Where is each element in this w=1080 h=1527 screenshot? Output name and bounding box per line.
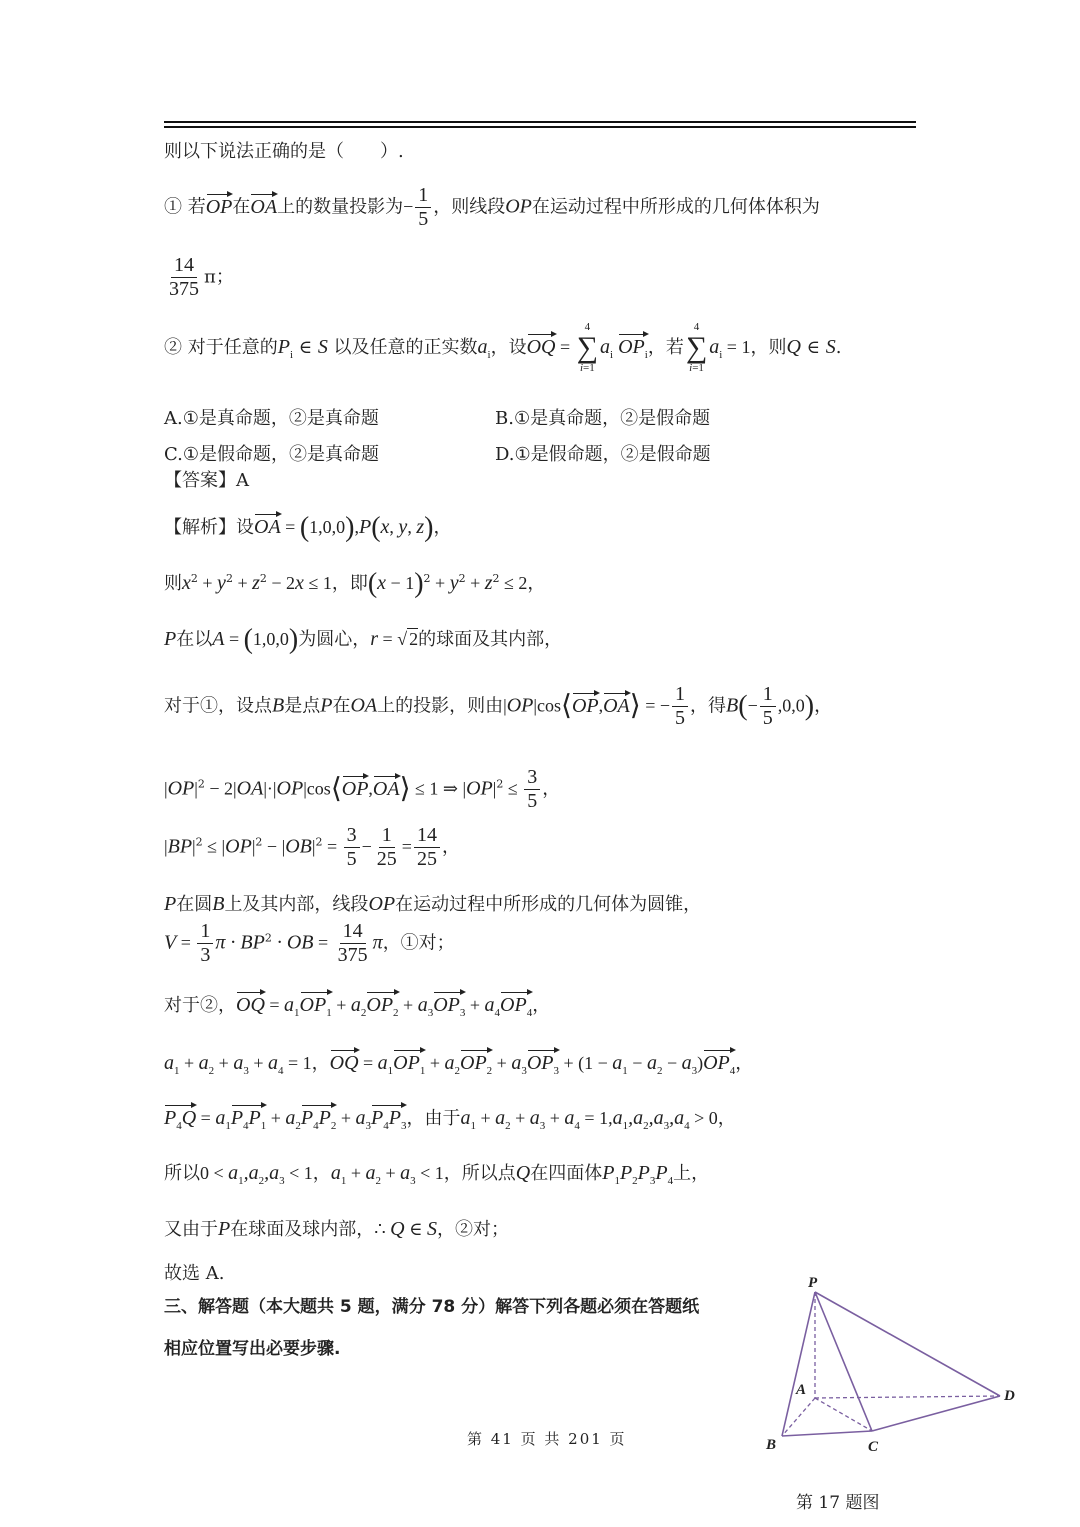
statement-1: ① 若OP在OA上的数量投影为− $\frac{1}{5}$ ，则线段OP在运动过程中所形成的几何体体积为 xyxy=(164,184,820,230)
pyramid-figure xyxy=(760,1276,1040,1481)
label-p: P xyxy=(808,1276,818,1291)
analysis-line-5: $|OP|^2$ − 2|OA|·|OP|cos⟨OP,OA⟩ ≤ 1 ⇒ $|OP|^2$ ≤ $\frac{3}{5}$ ， xyxy=(164,766,561,812)
projection-fraction: $\frac{1}{5}$ xyxy=(415,184,431,231)
header-rule-top xyxy=(164,121,916,123)
analysis-conclusion: 故选 A. xyxy=(164,1263,225,1284)
question-intro: 则以下说法正确的是（ ）. xyxy=(164,141,404,162)
label-d: D xyxy=(1004,1388,1015,1404)
analysis-line-10: $a_1 + a_2 + a_3 + a_4 = 1$，OQ = $a_1OP_1 + a_2OP_2 + a_3OP_3 + (1 - a_1 - a_2 - a_3)OP_4$， xyxy=(164,1048,753,1078)
option-d[interactable]: D.①是假命题，②是假命题 xyxy=(495,444,711,465)
analysis-line-6: $|BP|^2 \le |OP|^2 - |OB|^2$ = $\frac{3}{5}$ − $\frac{1}{25}$ = $\frac{14}{25}$ ， xyxy=(164,824,460,870)
statement-2: ② 对于任意的$P_i$ ∈ S 以及任意的正实数$a_i$，设OQ = 4 ∑ i=1 $a_i$ $OP_i$，若 4 ∑ i=1 $a_i = 1$，则Q ∈ S. xyxy=(164,321,842,374)
section-heading-line-2: 相应位置写出必要步骤. xyxy=(164,1339,341,1359)
edge-ad xyxy=(815,1396,1000,1398)
option-a[interactable]: A.①是真命题，②是真命题 xyxy=(164,408,379,429)
label-b: B xyxy=(766,1437,777,1453)
analysis-line-11: $P_4Q = a_1P_4P_1 + a_2P_4P_2 + a_3P_4P_3$，由于$a_1 + a_2 + a_3 + a_4 = 1,a_1,a_2,a_3,a_4 > 0$， xyxy=(164,1103,736,1133)
analysis-line-12: 所以$0 < a_1,a_2,a_3 < 1$，$a_1 + a_2 + a_3 < 1$，所以点Q在四面体$P_1P_2P_3P_4$上， xyxy=(164,1162,710,1187)
option-b[interactable]: B.①是真命题，②是假命题 xyxy=(495,408,711,429)
edge-bc xyxy=(782,1431,872,1436)
figure-caption: 第 17 题图 xyxy=(796,1493,880,1513)
label-c: C xyxy=(868,1439,879,1455)
option-c[interactable]: C.①是假命题，②是真命题 xyxy=(164,444,379,465)
page-footer: 第 41 页 共 201 页 xyxy=(467,1430,627,1448)
analysis-line-1: 【解析】设OA = (1,0,0),P(x, y, z)， xyxy=(164,512,452,543)
analysis-line-7: P在圆B上及其内部，线段OP在运动过程中所形成的几何体为圆锥， xyxy=(164,893,702,915)
section-heading-line-1: 三、解答题（本大题共 5 题，满分 78 分）解答下列各题必须在答题纸 xyxy=(164,1297,700,1317)
statement-1-volume: $\frac{14}{375}$ π； xyxy=(169,254,234,300)
analysis-line-13: 又由于P在球面及球内部，∴ Q ∈ S，②对； xyxy=(164,1218,509,1240)
edge-pc xyxy=(815,1292,872,1431)
analysis-line-8: V = $\frac{1}{3}$ $\pi \cdot BP^2$ · OB = $\frac{14}{375}$ π，①对； xyxy=(164,920,455,966)
edge-cd xyxy=(872,1396,1000,1431)
edge-ac xyxy=(815,1398,872,1431)
pyramid-diagram xyxy=(760,1276,1040,1476)
analysis-line-2: 则$x^2 + y^2 + z^2 - 2x \le 1$，即$(x - 1)^2 + y^2 + z^2 \le 2$， xyxy=(164,568,546,599)
analysis-line-9: 对于②，OQ = $a_1OP_1 + a_2OP_2 + a_3OP_3 + a_4OP_4$， xyxy=(164,990,550,1020)
answer-line: 【答案】A xyxy=(164,470,249,491)
analysis-line-4: 对于①，设点B是点P在OA上的投影，则由|OP|cos⟨OP,OA⟩ = − $\frac{1}{5}$ ，得B(− $\frac{1}{5}$ ,0,0)， xyxy=(164,683,833,729)
label-a: A xyxy=(796,1382,807,1398)
edge-pb xyxy=(782,1292,815,1436)
analysis-line-3: P在以A = (1,0,0)为圆心，r = √ 2的球面及其内部， xyxy=(164,624,563,655)
edge-pd xyxy=(815,1292,1000,1396)
header-rule-bottom xyxy=(164,126,916,128)
